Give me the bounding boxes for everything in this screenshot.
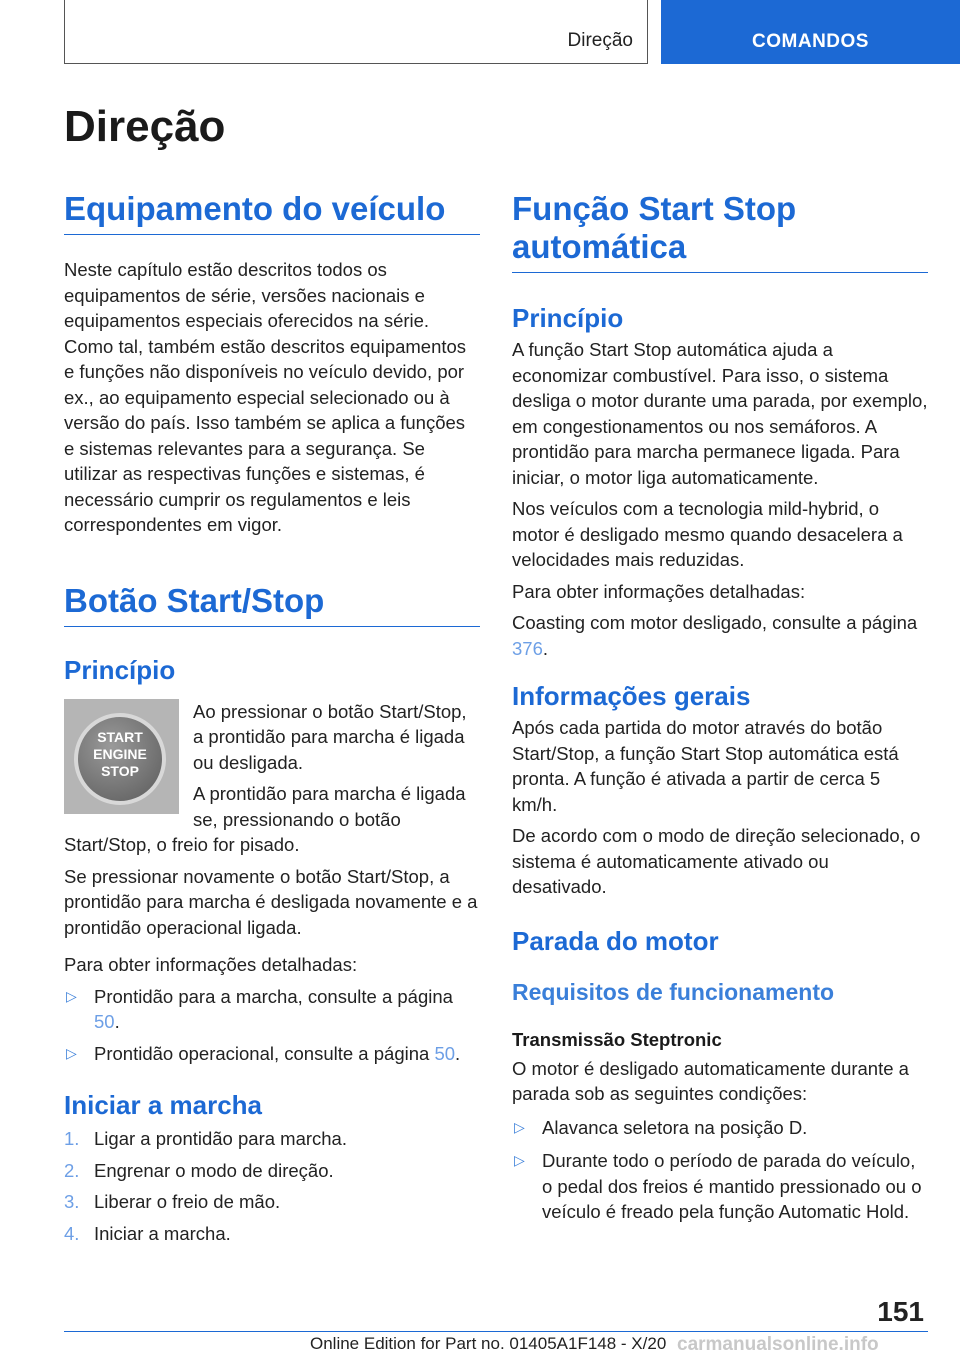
paragraph-principio-1: Ao pressionar o botão Start/Stop, a prontidão para marcha é ligada ou desligada. — [193, 700, 467, 773]
list-item: ▷ Prontidão para a marcha, consulte a página 50. — [66, 985, 453, 1032]
page-title: Direção — [64, 102, 226, 151]
list-item: 4. Iniciar a marcha. — [64, 1222, 231, 1244]
left-column — [64, 190, 480, 1246]
heading-equipamento: Equipamento do veículo — [64, 190, 480, 235]
list-item: ▷ Durante todo o período de parada do veículo, o pedal dos freios é mantido pressionado ou o veículo é freado pela função Automatic Hold. — [514, 1150, 922, 1222]
triangle-right-icon: ▷ — [66, 987, 77, 1004]
heading-principio-right: Princípio — [512, 303, 624, 333]
paragraph-info-2: De acordo com o modo de direção selecionado, o sistema é automaticamente ativado ou desativado. — [512, 825, 921, 897]
list-item: ▷ Prontidão operacional, consulte a página 50. — [64, 1041, 480, 1067]
triangle-right-icon: ▷ — [514, 1152, 525, 1168]
list-item: 3. Liberar o freio de mão. — [64, 1191, 281, 1212]
paragraph-coasting: Coasting com motor desligado, consulte a página 376. — [512, 612, 918, 659]
conditions-list — [512, 1115, 928, 1225]
header-section-box — [64, 0, 648, 64]
list-item: ▷ Alavanca seletora na posição D. — [512, 1115, 928, 1141]
heading-iniciar-marcha: Iniciar a marcha — [64, 1090, 262, 1120]
start-button-label: START ENGINE STOP — [93, 728, 147, 779]
paragraph-principio-2: A prontidão para marcha é ligada se, pressionando o botão Start/Stop, o freio for pisado. — [64, 783, 466, 855]
paragraph-info-detalhadas: Para obter informações detalhadas: — [64, 954, 358, 975]
page-number: 151 — [877, 1296, 924, 1327]
heading-botao-start-stop: Botão Start/Stop — [64, 582, 480, 627]
footer-divider — [64, 1331, 928, 1332]
heading-principio-left: Princípio — [64, 654, 176, 685]
list-item: 1. Ligar a prontidão para marcha. — [64, 1128, 347, 1149]
paragraph-info-1: Após cada partida do motor através do botão Start/Stop, a função Start Stop automática está pronta. A função é ativada a partir de cerca 5 km/h. — [512, 717, 899, 815]
watermark: carmanualsonline.info — [677, 1334, 879, 1355]
paragraph-transmissao: O motor é desligado automaticamente durante a parada sob as seguintes condições: — [512, 1057, 909, 1104]
heading-transmissao: Transmissão Steptronic — [512, 1028, 722, 1050]
heading-informacoes-gerais: Informações gerais — [512, 681, 751, 711]
page-link[interactable]: 50 — [434, 1042, 456, 1064]
footer-edition: Online Edition for Part no. 01405A1F148 - X/20 — [310, 1334, 667, 1353]
heading-requisitos: Requisitos de funcionamento — [512, 978, 835, 1005]
reference-list — [64, 984, 480, 1067]
paragraph-funcao-1: A função Start Stop automática ajuda a economizar combustível. Para isso, o sistema desliga o motor durante uma parada, por exemplo, em congestionamentos ou nos semáforos. A prontidão para marcha permanece ligada. Para iniciar, o motor liga automaticamente. — [512, 339, 928, 488]
start-stop-button-image — [64, 699, 179, 814]
triangle-right-icon: ▷ — [66, 1044, 77, 1061]
right-column — [512, 190, 928, 1225]
steps-list — [64, 1126, 480, 1246]
paragraph-equipamento: Neste capítulo estão descritos todos os equipamentos de série, versões nacionais e equipamentos especiais oferecidos na série. Como tal, também estão descritos equipamentos e funções não disponíveis no veículo devido, por ex., ao equipamento especial selecionado ou à versão do país. Isso também se aplica a funções e sistemas relevantes para a segurança. Se utilizar as respectivas funções e sistemas, é necessário cumprir os regulamentos e leis correspondentes em vigor. — [64, 259, 467, 535]
heading-funcao-start-stop: Função Start Stop automática — [512, 190, 928, 273]
header-section-title: Direção — [567, 30, 633, 51]
triangle-right-icon: ▷ — [514, 1118, 525, 1135]
list-item: 2. Engrenar o modo de direção. — [64, 1159, 334, 1181]
header-chapter-tab[interactable]: COMANDOS — [661, 0, 960, 64]
paragraph-principio-3: Se pressionar novamente o botão Start/Stop, a prontidão para marcha é desligada novamente e a prontidão operacional ligada. — [64, 865, 478, 938]
page-link[interactable]: 50 — [94, 1011, 115, 1032]
heading-parada-motor: Parada do motor — [512, 925, 719, 956]
page-link[interactable]: 376 — [512, 637, 543, 659]
paragraph-funcao-3: Para obter informações detalhadas: — [512, 580, 806, 602]
paragraph-funcao-2: Nos veículos com a tecnologia mild-hybrid, o motor é desligado mesmo quando desacelera a velocidades mais reduzidas. — [512, 498, 903, 570]
